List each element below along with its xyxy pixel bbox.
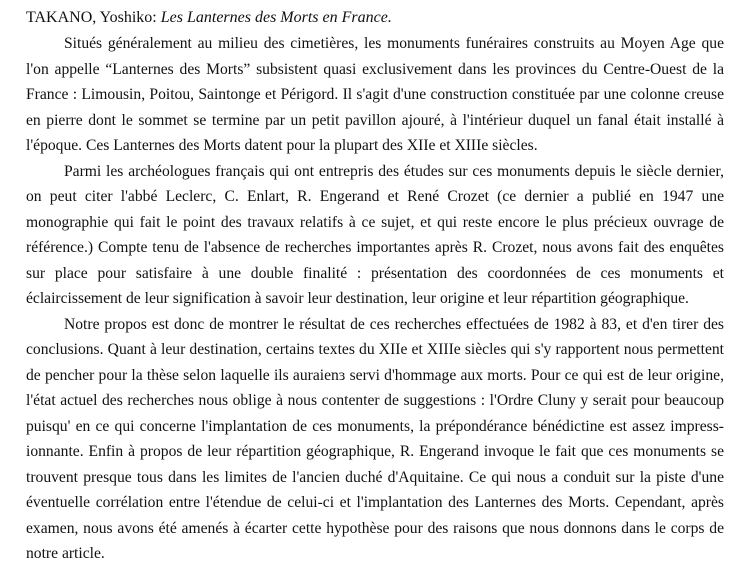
article-header [26, 6, 724, 29]
header-separator: : [152, 9, 161, 26]
author-name: TAKANO, Yoshiko [26, 9, 153, 26]
abstract-paragraph-1: Situés généralement au milieu des cimetières, les monuments funéraires construits au Moyen Age que l'on appelle “Lanternes des Morts” subsistent quasi exclusivement dans les provinces du Centre-Ouest de la France : Limousin, Poitou, Saintonge et Périgord. Il s'agit d'une construction constituée par une colonne creuse en pierre dont le sommet se termine par un petit pavillon ajouré, à l'intérieur duquel un fanal était installé à l'époque. Ces Lanternes des Morts datent pour la plupart des XIIe et XIIIe siècles. [26, 35, 724, 154]
article-title: Les Lanternes des Morts en France. [160, 9, 392, 26]
abstract-paragraph-3: Notre propos est donc de montrer le résultat de ces recherches effectuées de 1982 à 83, et d'en tirer des conclusions. Quant à leur destination, certains textes du XIIe et XIIIe siècles qui s'y rapportent nous permettent de pencher pour la thèse selon laquelle ils auraienɜ servi d'hommage aux morts. Pour ce qui est de leur origine, l'état actuel des recherches nous oblige à nous contenter de suggestions : l'Ordre Cluny y serait pour beaucoup puisqu' en ce qui concerne l'implantation de ces monuments, la prépondérance bénédictine est assez impress-ionnante. Enfin à propos de leur répartition géographique, R. Engerand invoque le fait que ces monuments se trouvent presque tous dans les limites de l'ancien duché d'Aquitaine. Ce qui nous a conduit sur la piste d'une éventuelle corrélation entre l'étendue de celui-ci et l'implantation des Lanternes des Morts. Cependant, après examen, nous avons été amenés à écarter cette hypothèse pour des raisons que nous donnons dans le corps de notre article. [26, 315, 724, 562]
abstract-paragraph-2: Parmi les archéologues français qui ont entrepris des études sur ces monuments depuis le siècle dernier, on peut citer l'abbé Leclerc, C. Enlart, R. Engerand et René Crozet (ce dernier a publié en 1947 une monographie qui fait le point des travaux relatifs à ce sujet, et qui reste encore le plus précieux ouvrage de référence.) Compte tenu de l'absence de recherches importantes après R. Crozet, nous avons fait des enquêtes sur place pour satisfaire à une double finalité : présentation des coordonnées de ces monuments et éclaircissement de leur signification à savoir leur destination, leur origine et leur répartition géographique. [26, 162, 724, 307]
abstract-page [26, 6, 724, 567]
